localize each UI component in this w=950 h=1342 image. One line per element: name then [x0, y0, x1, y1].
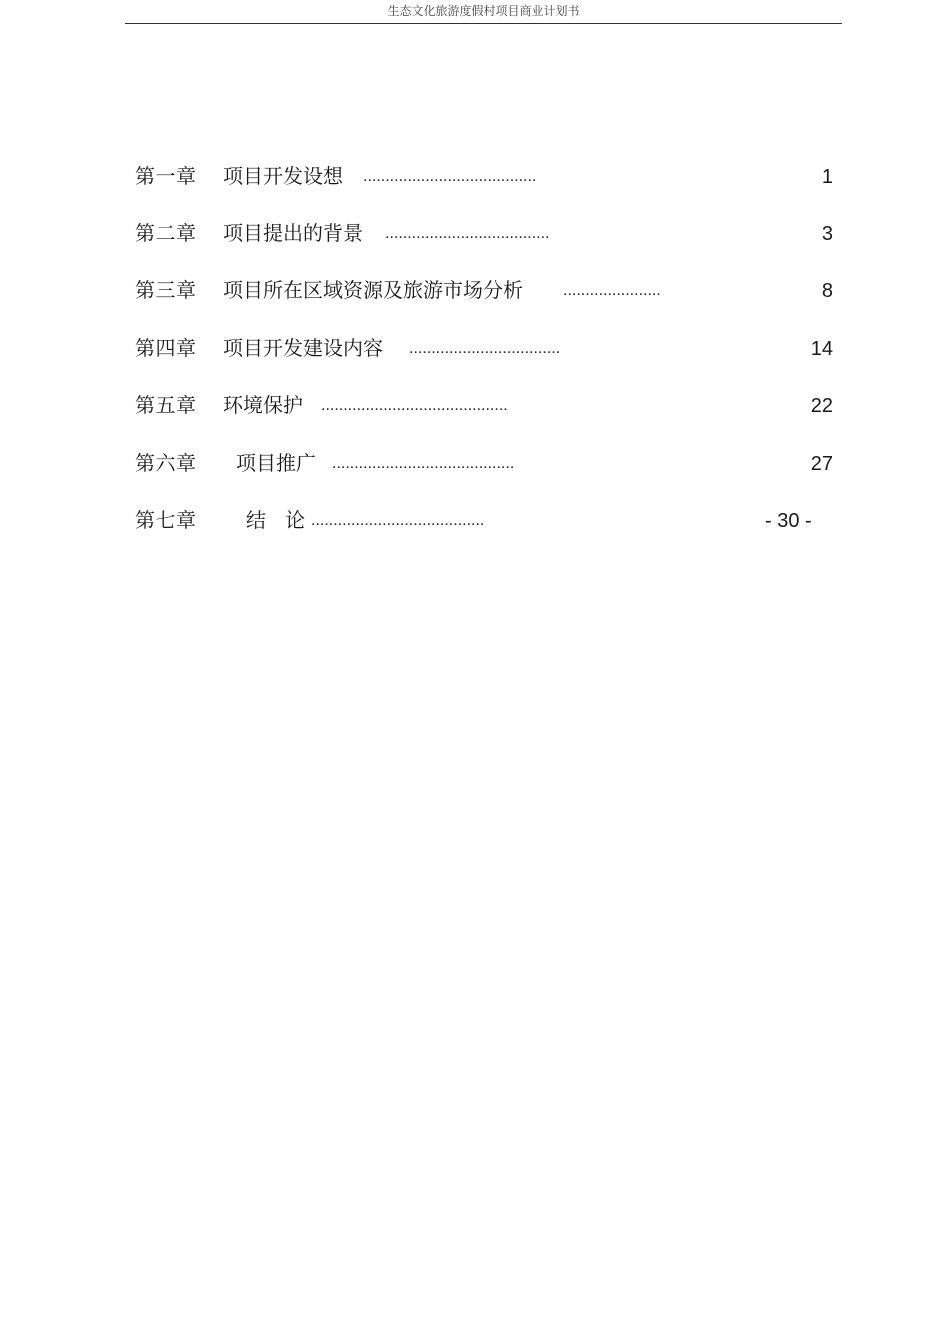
toc-dot-leader: .................................. — [409, 340, 561, 357]
toc-entry-title: 项目开发建设内容 — [223, 336, 383, 360]
toc-entry-7[interactable] — [0, 505, 950, 535]
document-title: 生态文化旅游度假村项目商业计划书 — [387, 4, 580, 18]
toc-entry-6[interactable] — [0, 448, 950, 478]
toc-page-number: 14 — [810, 338, 833, 360]
toc-entry-title: 项目推广 — [236, 451, 316, 475]
toc-chapter-label: 第二章 — [135, 221, 197, 245]
toc-page-number: 8 — [821, 280, 833, 302]
toc-dot-leader: .......................................... — [321, 397, 508, 414]
toc-dot-leader: ....................................... — [311, 512, 485, 529]
toc-chapter-label: 第六章 — [135, 451, 197, 475]
toc-chapter-label: 第四章 — [135, 336, 197, 360]
toc-dot-leader: ......................................... — [332, 455, 515, 472]
toc-entry-1[interactable] — [0, 161, 950, 191]
toc-page-number: - 30 - — [765, 510, 812, 532]
toc-chapter-label: 第七章 — [135, 508, 197, 532]
running-header — [125, 0, 842, 24]
toc-entry-3[interactable] — [0, 275, 950, 305]
toc-entry-title: 结 论 — [246, 508, 306, 532]
toc-page-number: 22 — [810, 395, 833, 417]
toc-entry-2[interactable] — [0, 218, 950, 248]
toc-entry-title: 项目所在区域资源及旅游市场分析 — [223, 278, 523, 302]
toc-dot-leader: ...................... — [563, 282, 661, 299]
toc-dot-leader: ..................................... — [385, 225, 550, 242]
toc-chapter-label: 第五章 — [135, 393, 197, 417]
toc-dot-leader: ....................................... — [363, 168, 537, 185]
toc-chapter-label: 第一章 — [135, 164, 197, 188]
toc-page-number: 3 — [821, 223, 833, 245]
toc-entry-title: 项目提出的背景 — [223, 221, 363, 245]
toc-entry-title: 环境保护 — [223, 393, 303, 417]
toc-entry-title: 项目开发设想 — [223, 164, 343, 188]
toc-entry-5[interactable] — [0, 390, 950, 420]
toc-page-number: 1 — [821, 166, 833, 188]
toc-page-number: 27 — [810, 453, 833, 475]
toc-chapter-label: 第三章 — [135, 278, 197, 302]
toc-entry-4[interactable] — [0, 333, 950, 363]
